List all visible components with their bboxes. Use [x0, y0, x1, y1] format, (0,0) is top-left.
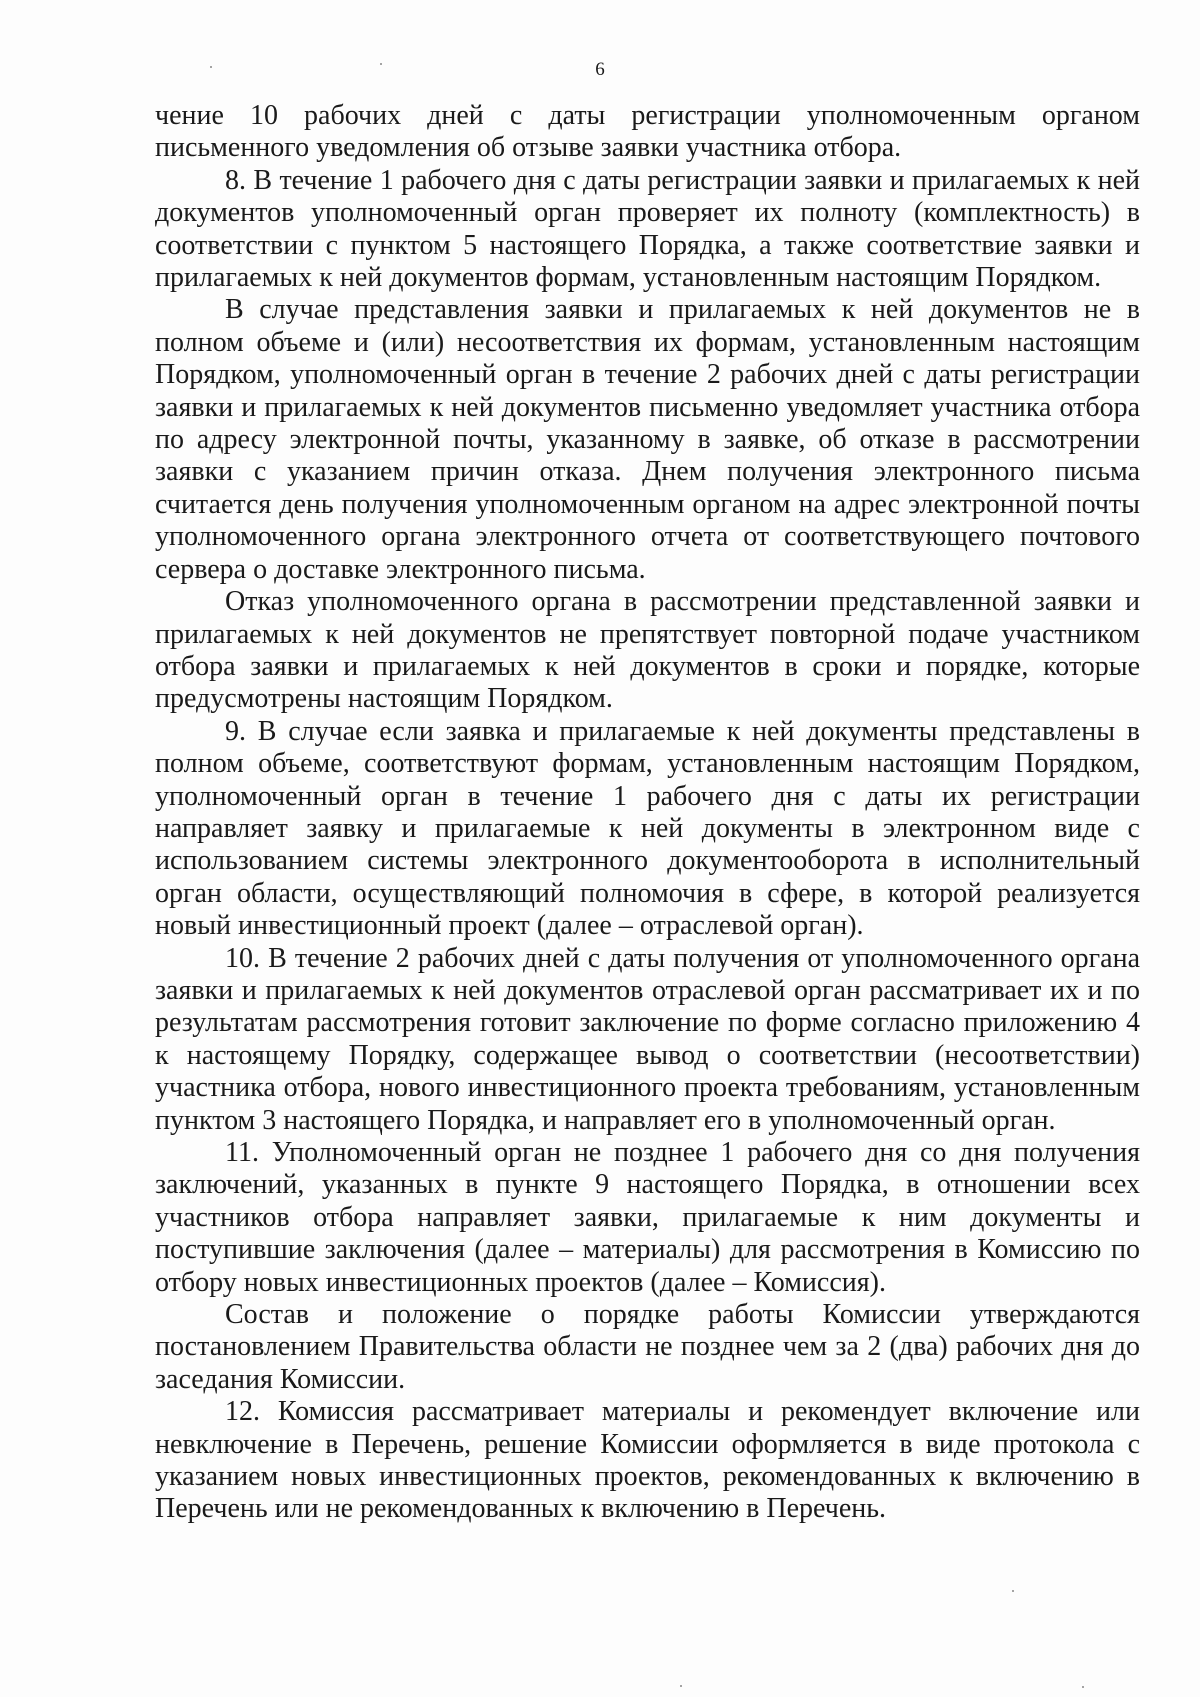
paragraph-item-10: 10. В течение 2 рабочих дней с даты получения от уполномоченного органа заявки и прилагаемых к ней документов отраслевой орган рассматривает их и по результатам рассмотрения готовит заключение по форме согласно приложению 4 к настоящему Порядку, содержащее вывод о соответствии (несоответствии) участника отбора, нового инвестиционного проекта требованиям, установленным пунктом 3 настоящего Порядка, и направляет его в уполномоченный орган. [155, 942, 1140, 1136]
scan-artifact [380, 63, 382, 65]
scan-artifact [210, 66, 212, 68]
paragraph-incomplete-submission: В случае представления заявки и прилагаемых к ней документов не в полном объеме и (или) несоответствия их формам, установленным настоящим Порядком, уполномоченный орган в течение 2 рабочих дней с даты регистрации заявки и прилагаемых к ней документов письменно уведомляет участника отбора по адресу электронной почты, указанному в заявке, об отказе в рассмотрении заявки с указанием причин отказа. Днем получения электронного письма считается день получения уполномоченным органом на адрес электронной почты уполномоченного органа электронного отчета от соответствующего почтового сервера о доставке электронного письма. [155, 294, 1140, 585]
paragraph-item-8: 8. В течение 1 рабочего дня с даты регистрации заявки и прилагаемых к ней документов уполномоченный орган проверяет их полноту (комплектность) в соответствии с пунктом 5 настоящего Порядка, а также соответствие заявки и прилагаемых к ней документов формам, установленным настоящим Порядком. [155, 164, 1140, 294]
paragraph-item-11: 11. Уполномоченный орган не позднее 1 рабочего дня со дня получения заключений, указанных в пункте 9 настоящего Порядка, в отношении всех участников отбора направляет заявки, прилагаемые к ним документы и поступившие заключения (далее – материалы) для рассмотрения в Комиссию по отбору новых инвестиционных проектов (далее – Комиссия). [155, 1137, 1140, 1298]
scan-artifact [680, 1685, 682, 1687]
paragraph-commission-composition: Состав и положение о порядке работы Комиссии утверждаются постановлением Правительства области не позднее чем за 2 (два) рабочих дня до заседания Комиссии. [155, 1299, 1140, 1395]
scan-artifact [1082, 1686, 1084, 1688]
paragraph-item-9: 9. В случае если заявка и прилагаемые к ней документы представлены в полном объеме, соответствуют формам, установленным настоящим Порядком, уполномоченный орган в течение 1 рабочего дня с даты их регистрации направляет заявку и прилагаемые к ней документы в электронном виде с использованием системы электронного документооборота в исполнительный орган области, осуществляющий полномочия в сфере, в которой реализуется новый инвестиционный проект (далее – отраслевой орган). [155, 715, 1140, 942]
paragraph-refusal: Отказ уполномоченного органа в рассмотрении представленной заявки и прилагаемых к ней документов не препятствует повторной подаче участником отбора заявки и прилагаемых к ней документов в сроки и порядке, которые предусмотрены настоящим Порядком. [155, 586, 1140, 715]
document-body [155, 100, 1140, 1526]
paragraph-item-12: 12. Комиссия рассматривает материалы и рекомендует включение или невключение в Перечень, решение Комиссии оформляется в виде протокола с указанием новых инвестиционных проектов, рекомендованных к включению в Перечень или не рекомендованных к включению в Перечень. [155, 1396, 1140, 1525]
page-number: 6 [595, 59, 605, 80]
paragraph-continuation: чение 10 рабочих дней с даты регистрации уполномоченным органом письменного уведомления об отзыве заявки участника отбора. [155, 100, 1140, 164]
scan-artifact [1012, 1590, 1014, 1592]
